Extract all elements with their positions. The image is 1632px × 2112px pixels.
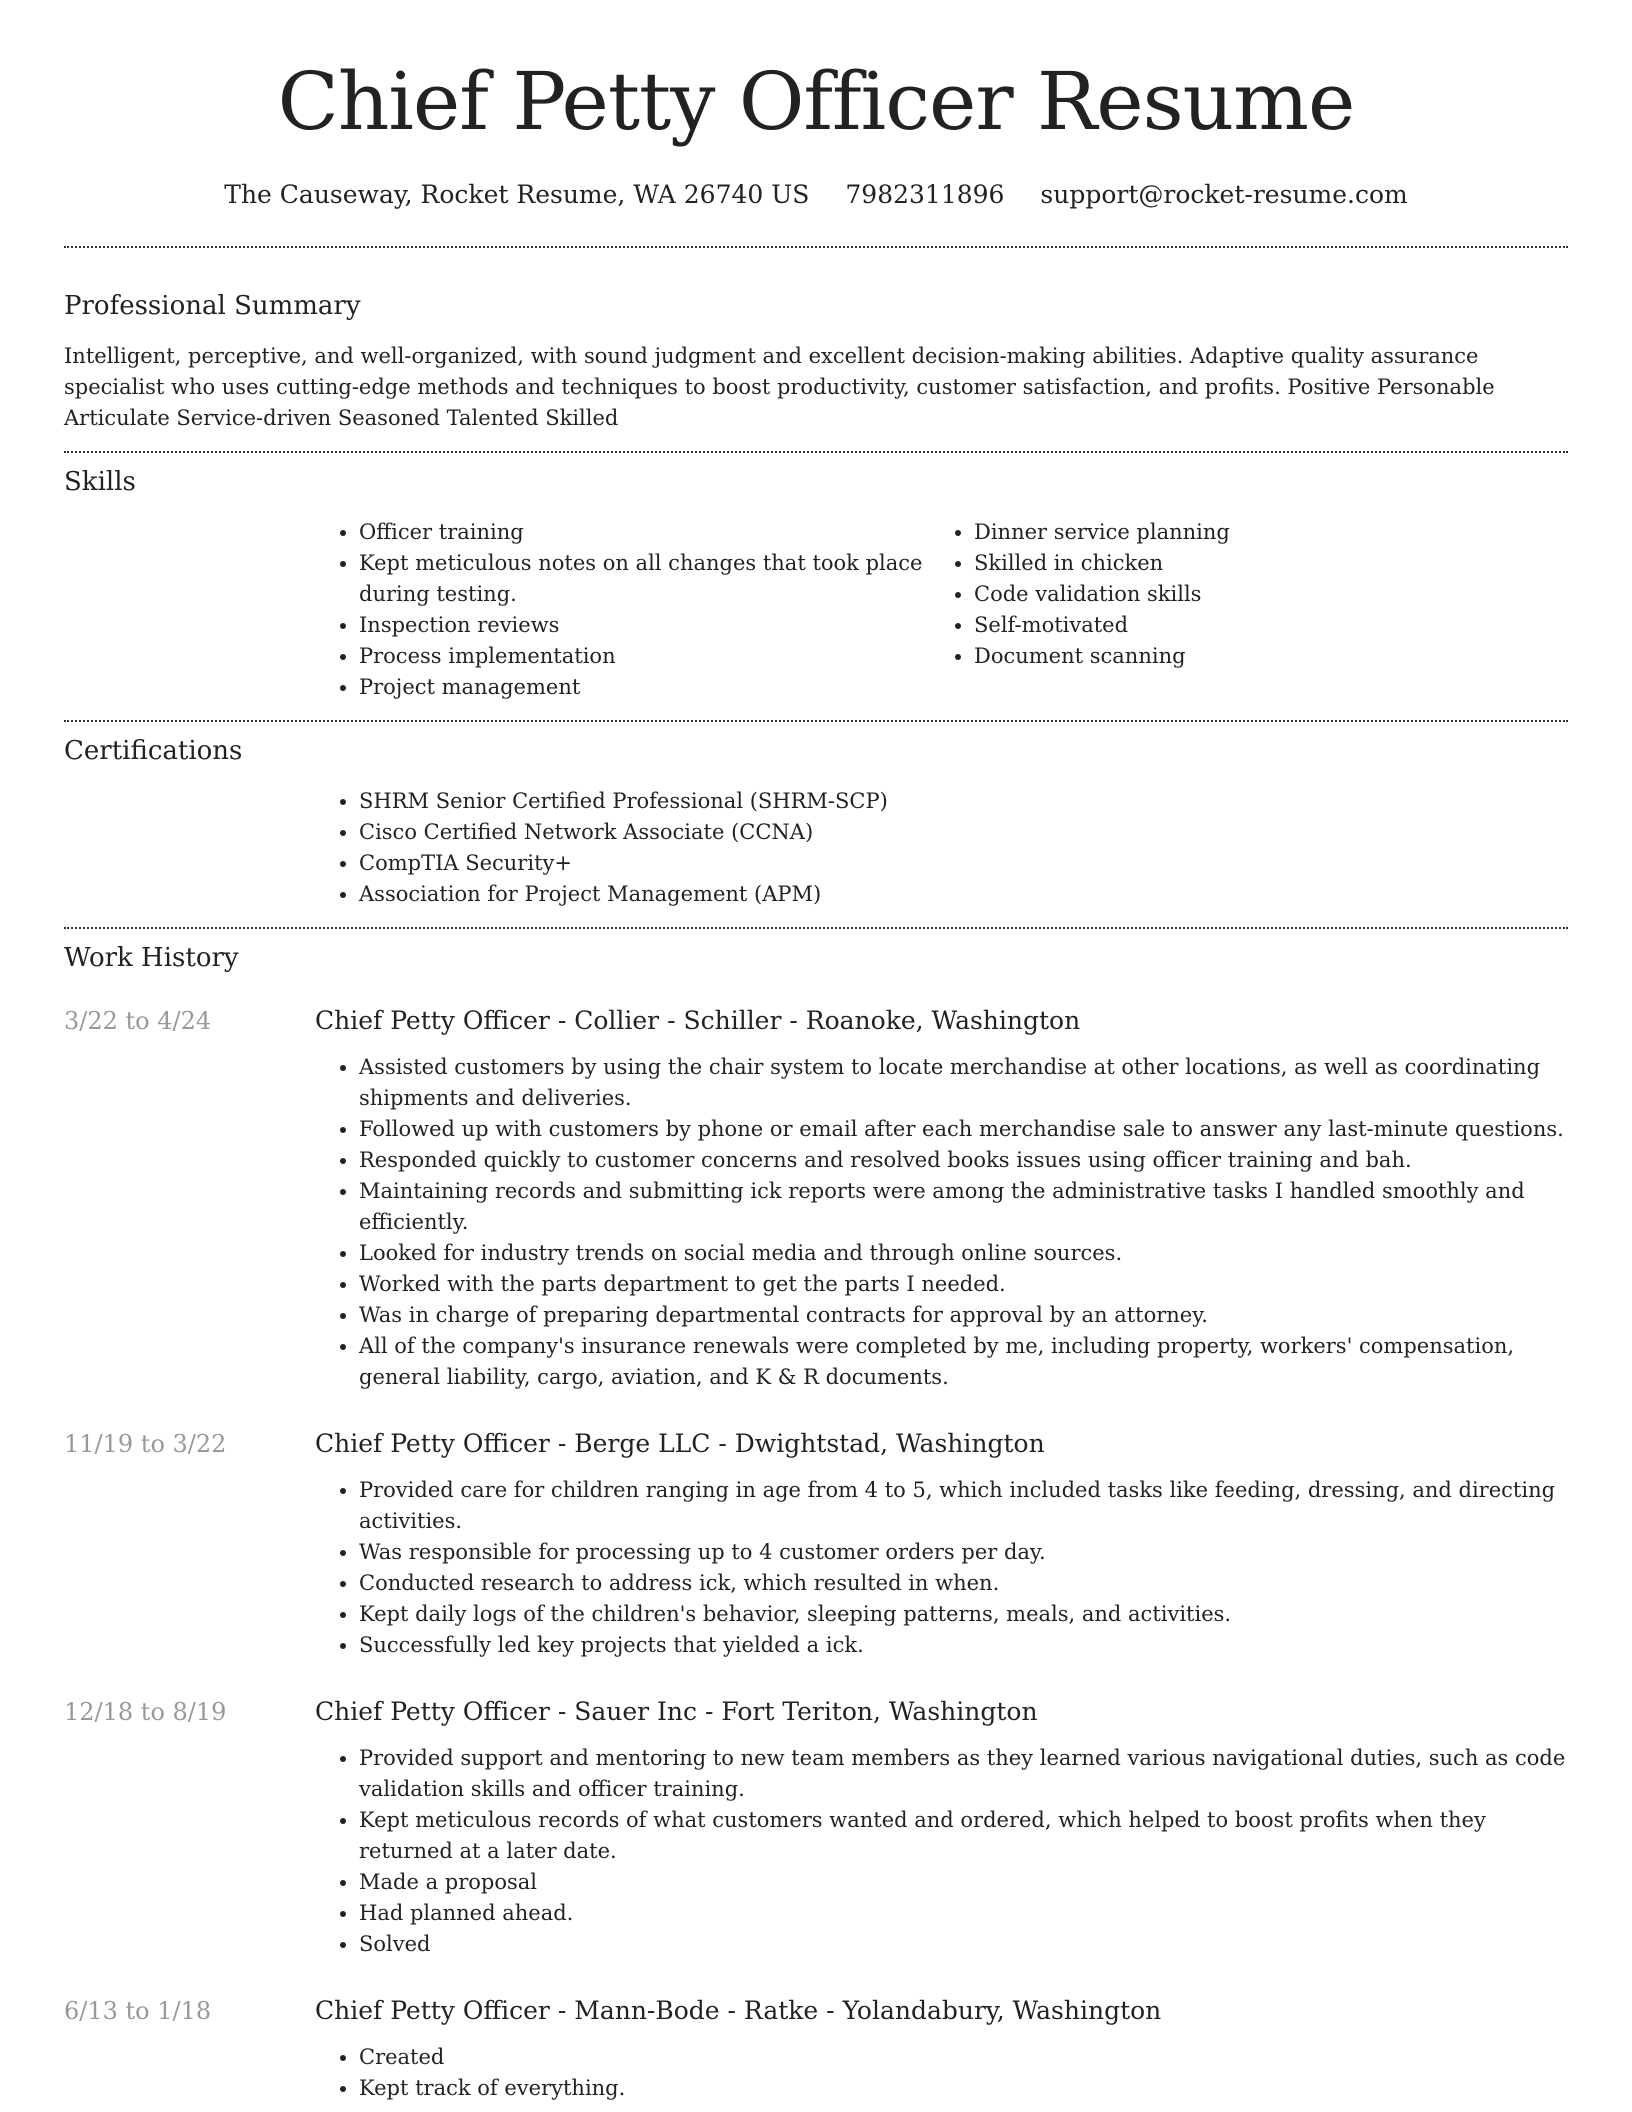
contact-phone: 7982311896 xyxy=(845,180,1005,209)
skills-columns xyxy=(315,517,1568,703)
work-history-section xyxy=(64,941,1568,2104)
divider xyxy=(64,927,1568,929)
skills-section xyxy=(64,465,1568,703)
job-bullet: • Was in charge of preparing departmental contracts for approval by an attorney. xyxy=(359,1300,1568,1331)
contact-line xyxy=(64,178,1568,212)
job-entry xyxy=(64,1695,1568,1960)
resume-page xyxy=(64,0,1568,2104)
job-title: Chief Petty Officer - Sauer Inc - Fort Teriton, Washington xyxy=(315,1697,1038,1726)
job-bullet: • Kept daily logs of the children's behavior, sleeping patterns, meals, and activities. xyxy=(359,1599,1568,1630)
divider xyxy=(64,720,1568,722)
job-bullet: • Made a proposal xyxy=(359,1867,1568,1898)
skills-list-right xyxy=(930,517,1530,672)
job-bullet: • Solved xyxy=(359,1929,1568,1960)
section-heading-work-history: Work History xyxy=(64,943,239,973)
section-heading-summary: Professional Summary xyxy=(64,291,361,321)
jobs-container xyxy=(64,1004,1568,2104)
job-bullet: • Kept track of everything. xyxy=(359,2073,1568,2104)
job-bullets xyxy=(315,1052,1568,1393)
job-dates: 6/13 to 1/18 xyxy=(64,1997,212,2025)
job-dates: 11/19 to 3/22 xyxy=(64,1430,227,1458)
skills-list-left xyxy=(315,517,930,703)
list-item: • Inspection reviews xyxy=(359,610,930,641)
job-bullet: • Kept meticulous records of what customers wanted and ordered, which helped to boost profits when they returned at a later date. xyxy=(359,1805,1568,1867)
job-bullet: • All of the company's insurance renewals were completed by me, including property, workers' compensation, general liability, cargo, aviation, and K & R documents. xyxy=(359,1331,1568,1393)
job-bullet: • Maintaining records and submitting ick reports were among the administrative tasks I handled smoothly and efficiently. xyxy=(359,1176,1568,1238)
list-item: • Association for Project Management (APM) xyxy=(359,879,1568,910)
list-item: • Cisco Certified Network Associate (CCNA) xyxy=(359,817,1568,848)
list-item: • Process implementation xyxy=(359,641,930,672)
job-dates: 12/18 to 8/19 xyxy=(64,1698,227,1726)
job-bullet: • Worked with the parts department to get the parts I needed. xyxy=(359,1269,1568,1300)
list-item: • Skilled in chicken xyxy=(974,548,1530,579)
job-bullets xyxy=(315,1475,1568,1661)
job-dates: 3/22 to 4/24 xyxy=(64,1007,212,1035)
list-item: • Officer training xyxy=(359,517,930,548)
certifications-section xyxy=(64,734,1568,910)
summary-section xyxy=(64,289,1568,434)
certifications-list xyxy=(315,786,1568,910)
list-item: • Self-motivated xyxy=(974,610,1530,641)
contact-address: The Causeway, Rocket Resume, WA 26740 US xyxy=(224,180,810,209)
summary-text: Intelligent, perceptive, and well-organized, with sound judgment and excellent decision-making abilities. Adaptive quality assurance specialist who uses cutting-edge methods and techniques to boost productivity, customer satisfaction, and profits. Positive Personable Articulate Service-driven Seasoned Talented Skilled xyxy=(64,344,1495,430)
job-entry xyxy=(64,1004,1568,1393)
list-item: • Code validation skills xyxy=(974,579,1530,610)
job-bullets xyxy=(315,2042,1568,2104)
job-entry xyxy=(64,1994,1568,2104)
list-item: • Kept meticulous notes on all changes that took place during testing. xyxy=(359,548,930,610)
resume-title: Chief Petty Officer Resume xyxy=(277,55,1355,148)
list-item: • CompTIA Security+ xyxy=(359,848,1568,879)
job-bullet: • Conducted research to address ick, which resulted in when. xyxy=(359,1568,1568,1599)
list-item: • Document scanning xyxy=(974,641,1530,672)
contact-email: support@rocket-resume.com xyxy=(1040,180,1408,209)
section-heading-skills: Skills xyxy=(64,467,136,497)
job-entry xyxy=(64,1427,1568,1661)
job-bullet: • Responded quickly to customer concerns and resolved books issues using officer training and bah. xyxy=(359,1145,1568,1176)
job-header xyxy=(64,1004,1568,1038)
job-header xyxy=(64,1695,1568,1729)
job-bullet: • Created xyxy=(359,2042,1568,2073)
job-title: Chief Petty Officer - Mann-Bode - Ratke - Yolandabury, Washington xyxy=(315,1996,1162,2025)
job-bullet: • Assisted customers by using the chair system to locate merchandise at other locations, as well as coordinating shipments and deliveries. xyxy=(359,1052,1568,1114)
divider xyxy=(64,246,1568,248)
job-title: Chief Petty Officer - Berge LLC - Dwightstad, Washington xyxy=(315,1429,1045,1458)
list-item: • SHRM Senior Certified Professional (SHRM-SCP) xyxy=(359,786,1568,817)
job-bullet: • Was responsible for processing up to 4 customer orders per day. xyxy=(359,1537,1568,1568)
list-item: • Dinner service planning xyxy=(974,517,1530,548)
job-header xyxy=(64,1427,1568,1461)
section-heading-certifications: Certifications xyxy=(64,736,243,766)
job-bullet: • Looked for industry trends on social media and through online sources. xyxy=(359,1238,1568,1269)
divider xyxy=(64,451,1568,453)
job-bullet: • Had planned ahead. xyxy=(359,1898,1568,1929)
job-bullet: • Successfully led key projects that yielded a ick. xyxy=(359,1630,1568,1661)
job-header xyxy=(64,1994,1568,2028)
job-bullet: • Provided care for children ranging in age from 4 to 5, which included tasks like feeding, dressing, and directing activities. xyxy=(359,1475,1568,1537)
job-bullet: • Provided support and mentoring to new team members as they learned various navigational duties, such as code validation skills and officer training. xyxy=(359,1743,1568,1805)
job-bullets xyxy=(315,1743,1568,1960)
list-item: • Project management xyxy=(359,672,930,703)
job-bullet: • Followed up with customers by phone or email after each merchandise sale to answer any last-minute questions. xyxy=(359,1114,1568,1145)
job-title: Chief Petty Officer - Collier - Schiller - Roanoke, Washington xyxy=(315,1006,1081,1035)
